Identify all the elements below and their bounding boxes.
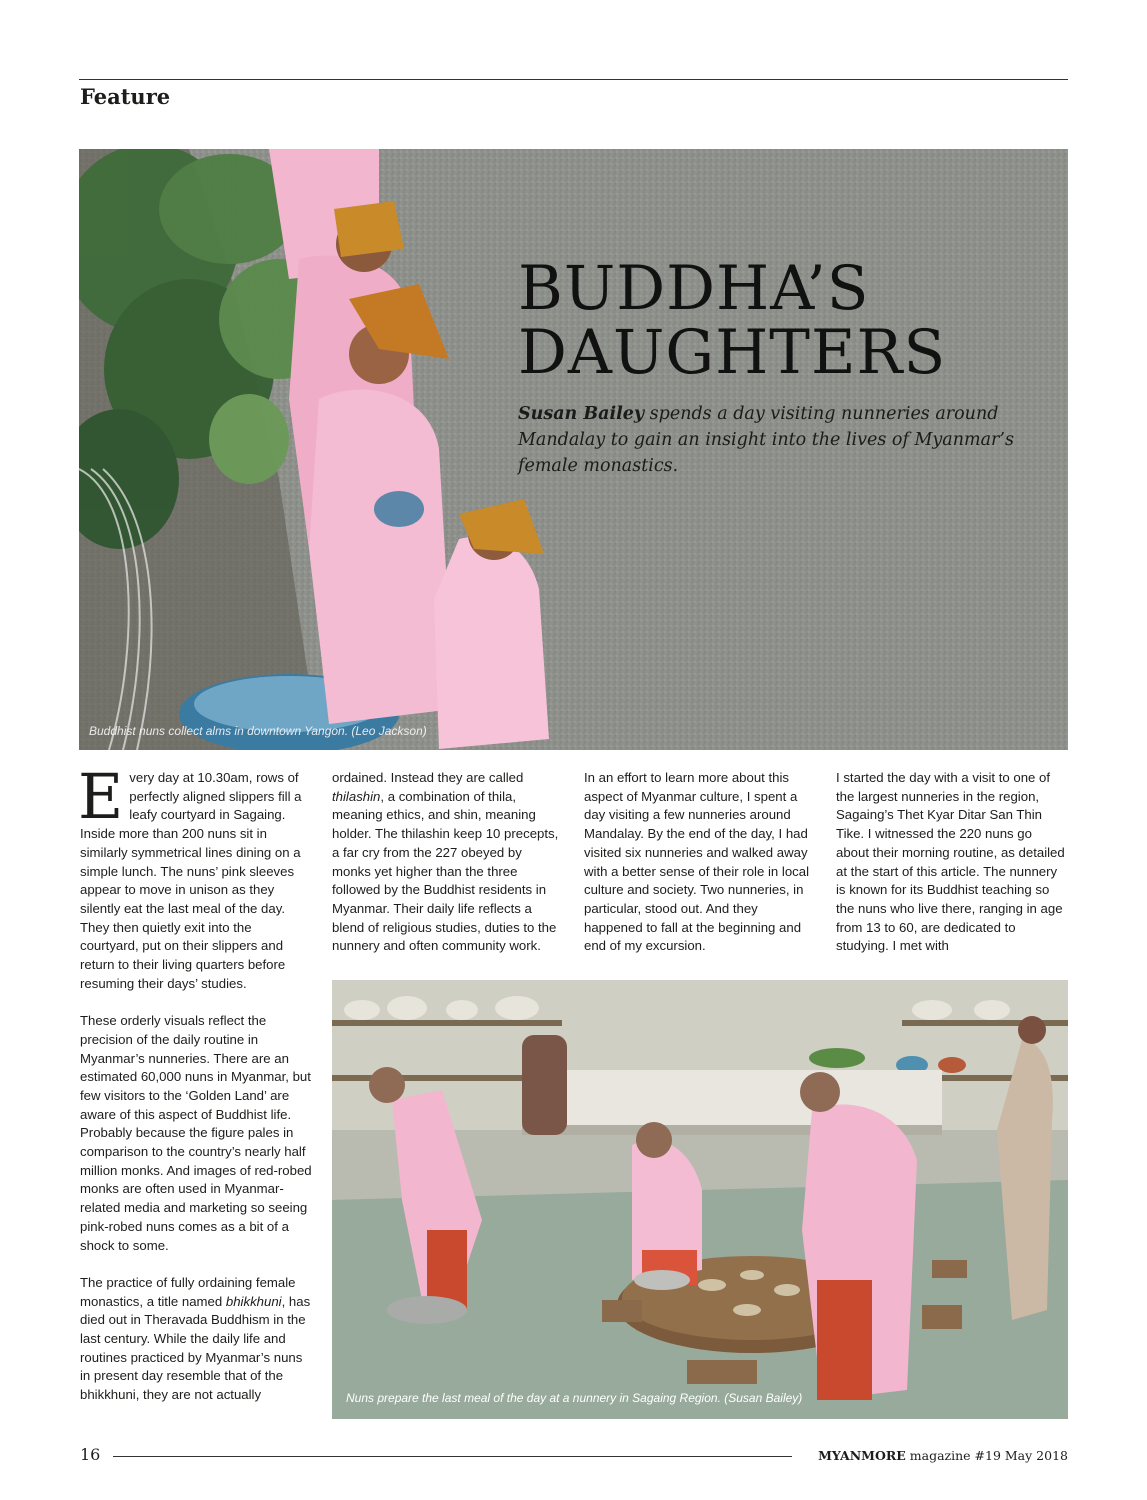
kitchen-caption-text: Nuns prepare the last meal of the day at a nunnery in Sagaing Region. (: [346, 1391, 729, 1405]
headline-line-2: DAUGHTERS: [518, 317, 947, 388]
headline-line-1: BUDDHA’S: [518, 253, 870, 324]
kitchen-photo: [332, 980, 1068, 1419]
paragraph-2: These orderly visuals reflect the precision of the daily routine in Myanmar’s nunneries. There are an estimated 60,000 nuns in Myanmar, but few visitors to the ‘Golden Land’ are aware of this aspect of Buddhist life. Probably because the figure pales in comparison to the country’s nearly half million monks. And images of red-robed monks are often used in Myanmar-related media and marketing so seeing pink-robed nuns comes as a bit of a shock to some.: [80, 1013, 312, 1253]
paragraph-3-text-b: , has died out in Theravada Buddhism in the last century. While the daily life and routines practiced by Myanmar’s nuns in present day resemble that of the bhikkhuni, they are not actually: [80, 1293, 311, 1403]
standfirst-text: spends a day visiting nunneries around Mandalay to gain an insight into the lives of Myanmar’s female monastics.: [518, 404, 1014, 476]
footer-masthead: [818, 1448, 1068, 1463]
footer-issue: magazine #19 May 2018: [905, 1448, 1068, 1463]
kitchen-caption-credit: Susan Bailey: [728, 1391, 799, 1405]
drop-cap: E: [78, 760, 124, 833]
paragraph-1: very day at 10.30am, rows of perfectly aligned slippers fill a leafy courtyard in Sagaing. Inside more than 200 nuns sit in similarly symmetrical lines dining on a simple lunch. The nuns’ pink sleeves appear to move in unison as they silently eat the last meal of the day. They then quietly exit into the courtyard, put on their slippers and return to their living quarters before resuming their days’ studies.: [80, 770, 302, 991]
article-column-4: [836, 769, 1068, 975]
author-name: Susan Bailey: [518, 404, 645, 424]
column-3-text: In an effort to learn more about this aspect of Myanmar culture, I spent a day visiting a few nunneries around Mandalay. By the end of the day, I had visited six nunneries and walked away with a better sense of their role in local culture and society. Two nunneries, in particular, stood out. And they happened to fall at the beginning and end of my excursion.: [584, 770, 810, 954]
article-column-3: [584, 769, 816, 975]
hero-caption: Buddhist nuns collect alms in downtown Yangon. (Leo Jackson): [89, 724, 427, 738]
article-column-1: [78, 760, 312, 1424]
bottom-rule: [113, 1456, 792, 1457]
hero-photo: [79, 149, 1068, 750]
paragraph-3-text-a: The practice of fully ordaining female monastics, a title named: [80, 1274, 296, 1309]
paragraph-3: [80, 1274, 312, 1405]
footer-brand: MYANMORE: [818, 1448, 906, 1463]
standfirst: [518, 401, 1038, 479]
page-number: 16: [80, 1445, 101, 1464]
kitchen-photo-illustration: [332, 980, 1068, 1419]
kitchen-caption-end: ): [798, 1391, 803, 1405]
kitchen-caption: [346, 1391, 802, 1405]
term-bhikkhuni: bhikkhuni: [225, 1293, 282, 1309]
column-2-text-a: ordained. Instead they are called: [332, 770, 524, 785]
section-label: Feature: [80, 84, 171, 109]
headline: [518, 253, 1038, 388]
article-column-2: [332, 769, 564, 975]
top-rule: [79, 79, 1068, 80]
column-2-text-b: , a combination of thila, meaning ethics, and shin, meaning holder. The thilashin keep 10 precepts, a far cry from the 227 obeyed by monks yet higher than the three followed by the Buddhist residents in Myanmar. Their daily life reflects a blend of religious studies, duties to the nunnery and often community work.: [332, 788, 559, 954]
column-4-text: I started the day with a visit to one of the largest nunneries in the region, Sagaing’s Thet Kyar Ditar San Thin Tike. I witnessed the 220 nuns go about their morning routine, as detailed at the start of this article. The nunnery is known for its Buddhist teaching so the nuns who live there, ranging in age from 13 to 60, are dedicated to studying. I met with: [836, 770, 1065, 954]
term-thilashin: thilashin: [332, 788, 381, 804]
